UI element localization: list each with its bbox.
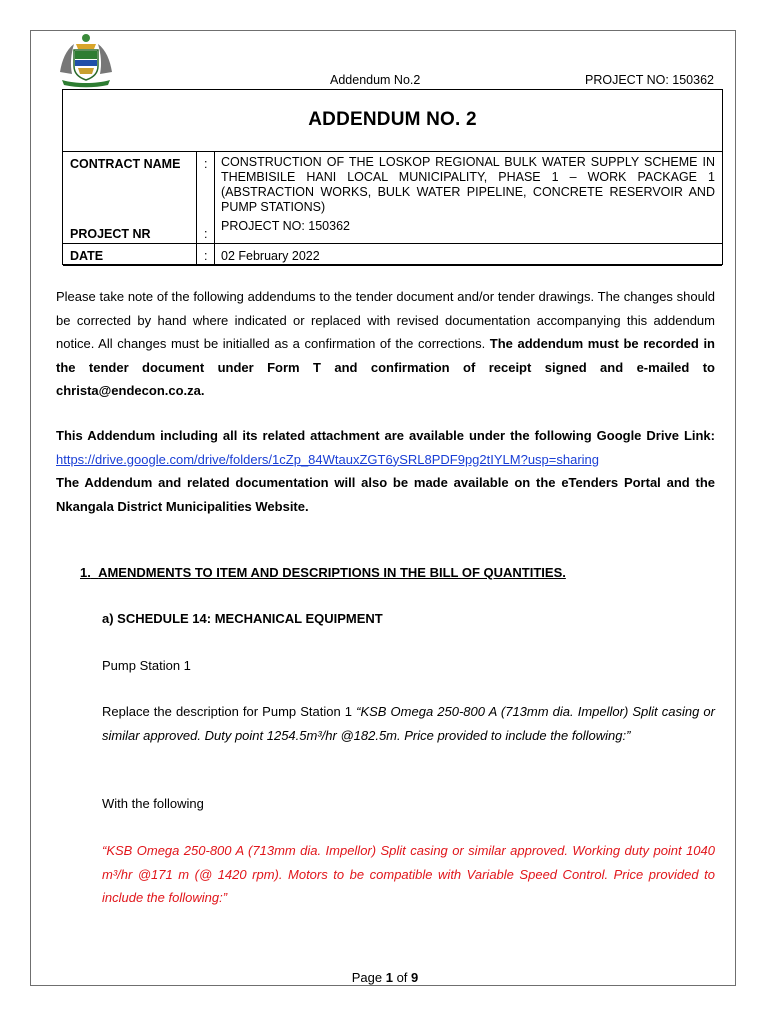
colon: : [204, 157, 208, 171]
intro-bold-text: The addendum must be recorded in the tender document under Form T and confirmation of receipt signed and e-mailed to christa@endecon.co.za. [56, 336, 715, 398]
new-description: “KSB Omega 250-800 A (713mm dia. Impellor) Split casing or similar approved. Working duty point 1040 m³/hr @171 m (@ 1420 rpm). Motors to be compatible with Variable Speed Control. Price provided to include the following:” [102, 843, 715, 905]
contract-name-value: CONSTRUCTION OF THE LOSKOP REGIONAL BULK WATER SUPPLY SCHEME IN THEMBISILE HANI LOCAL MUNICIPALITY, PHASE 1 – WORK PACKAGE 1 (ABSTRACTION WORKS, BULK WATER PIPELINE, CONCRETE RESERVOIR AND PUMP STATIONS) [221, 155, 715, 214]
date-label: DATE [70, 249, 104, 263]
municipal-coat-of-arms-icon [56, 32, 116, 88]
etenders-bold-text: The Addendum and related documentation will also be made available on the eTenders Portal and the Nkangala District Municipalities Website. [56, 475, 715, 514]
table-divider [214, 151, 215, 265]
section-1-heading [80, 565, 566, 580]
table-divider [196, 151, 197, 265]
section-number: 1. [80, 565, 91, 580]
google-drive-link[interactable]: https://drive.google.com/drive/folders/1cZp_84WtauxZGT6ySRL8PDF9pg2tIYLM?usp=sharing [56, 451, 600, 467]
project-nr-value: PROJECT NO: 150362 [221, 219, 350, 233]
schedule-heading: a) SCHEDULE 14: MECHANICAL EQUIPMENT [102, 611, 383, 626]
replace-paragraph [102, 700, 715, 747]
pump-station-label: Pump Station 1 [102, 658, 191, 673]
contract-name-label: CONTRACT NAME [70, 157, 181, 171]
header-addendum-label: Addendum No.2 [330, 73, 421, 87]
drive-paragraph [56, 424, 715, 518]
intro-paragraph [56, 285, 715, 403]
table-divider [63, 243, 722, 244]
with-following-label: With the following [102, 796, 204, 811]
replace-old-description: “KSB Omega 250-800 A (713mm dia. Impellor) Split casing or similar approved. Duty point 1254.5m³/hr @182.5m. Price provided to include the following:” [102, 704, 715, 743]
section-title: AMENDMENTS TO ITEM AND DESCRIPTIONS IN THE BILL OF QUANTITIES. [98, 565, 566, 580]
colon: : [204, 227, 208, 241]
page-footer [0, 970, 770, 985]
addendum-title: ADDENDUM NO. 2 [308, 109, 477, 130]
project-nr-label: PROJECT NR [70, 227, 151, 241]
colon: : [204, 249, 208, 263]
page-number: 1 [385, 970, 393, 985]
replace-prefix: Replace the description for Pump Station 1 [102, 704, 357, 719]
date-value: 02 February 2022 [221, 249, 320, 263]
of-word: of [392, 970, 412, 985]
page-word: Page [351, 970, 386, 985]
table-divider [63, 151, 722, 152]
drive-bold-text: This Addendum including all its related attachment are available under the following Google Drive Link: [56, 428, 715, 443]
header-project-label: PROJECT NO: 150362 [585, 73, 714, 87]
page-total: 9 [411, 970, 419, 985]
table-divider [63, 265, 722, 266]
contract-info-table [62, 89, 723, 265]
intro-text: Please take note of the following addendums to the tender document and/or tender drawings. The changes should be corrected by hand where indicated or replaced with revised documentation accompanying this addendum notice. All changes must be initialled as a confirmation of the corrections. [56, 289, 715, 351]
